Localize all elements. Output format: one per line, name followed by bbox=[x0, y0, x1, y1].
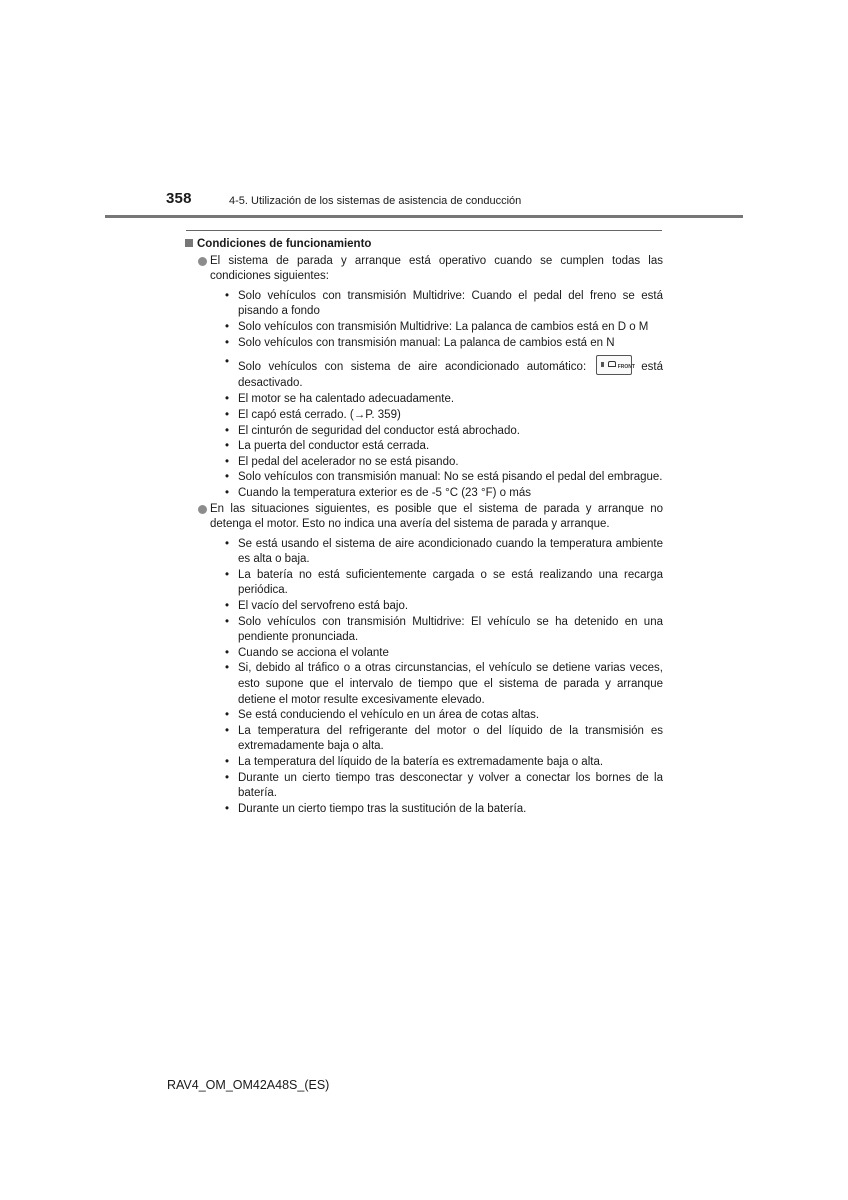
list-item: • Durante un cierto tiempo tras desconectar y volver a conectar los bornes de la batería. bbox=[225, 771, 663, 802]
list-item: • Solo vehículos con transmisión manual: No se está pisando el pedal del embrague. bbox=[225, 470, 663, 486]
list-item: • La temperatura del refrigerante del motor o del líquido de la transmisión es extremadamente baja o alta. bbox=[225, 724, 663, 755]
condition-item bbox=[185, 502, 663, 818]
content bbox=[185, 237, 663, 817]
ac-text-before: Solo vehículos con sistema de aire acondicionado automático: bbox=[238, 361, 587, 374]
header-rule bbox=[105, 215, 743, 218]
content-rule bbox=[186, 230, 662, 231]
ac-text-after: está desactivado. bbox=[238, 361, 663, 389]
list-item: • El cinturón de seguridad del conductor está abrochado. bbox=[225, 424, 663, 440]
section-heading bbox=[185, 237, 663, 253]
circle-bullet-icon bbox=[198, 257, 207, 266]
list-item: • Solo vehículos con transmisión Multidrive: Cuando el pedal del freno se está pisando a fondo bbox=[225, 289, 663, 320]
condition-bullet-list bbox=[201, 289, 663, 502]
condition-item-text: El sistema de parada y arranque está operativo cuando se cumplen todas las condiciones siguientes: bbox=[210, 254, 663, 283]
page-header bbox=[0, 0, 848, 220]
list-item: • Cuando se acciona el volante bbox=[225, 646, 663, 662]
page-number: 358 bbox=[166, 190, 192, 207]
list-item: • El capó está cerrado. (→P. 359) bbox=[225, 408, 663, 424]
list-item: • El vacío del servofreno está bajo. bbox=[225, 599, 663, 615]
section-title: 4-5. Utilización de los sistemas de asistencia de conducción bbox=[229, 195, 522, 207]
list-item: • Durante un cierto tiempo tras la sustitución de la batería. bbox=[225, 802, 663, 818]
footer-doc-code: RAV4_OM_OM42A48S_(ES) bbox=[167, 1078, 330, 1092]
list-item: • La puerta del conductor está cerrada. bbox=[225, 439, 663, 455]
square-bullet-icon bbox=[185, 239, 193, 247]
list-item: • Se está conduciendo el vehículo en un área de cotas altas. bbox=[225, 708, 663, 724]
list-item: • El pedal del acelerador no se está pisando. bbox=[225, 455, 663, 471]
list-item: • La temperatura del líquido de la batería es extremadamente baja o alta. bbox=[225, 755, 663, 771]
list-item: • El motor se ha calentado adecuadamente. bbox=[225, 392, 663, 408]
front-label: FRONT bbox=[617, 364, 635, 371]
list-item: • Solo vehículos con transmisión Multidrive: El vehículo se ha detenido en una pendiente pronunciada. bbox=[225, 615, 663, 646]
front-defroster-icon bbox=[608, 361, 616, 367]
condition-item-text: En las situaciones siguientes, es posible que el sistema de parada y arranque no detenga el motor. Esto no indica una avería del sistema de parada y arranque. bbox=[210, 502, 663, 531]
front-defroster-button-image bbox=[596, 355, 635, 375]
list-item: • La batería no está suficientemente cargada o se está realizando una recarga periódica. bbox=[225, 568, 663, 599]
list-item: • Si, debido al tráfico o a otras circunstancias, el vehículo se detiene varias veces, esto supone que el intervalo de tiempo que el sistema de parada y arranque detiene el motor resulte excesivamente elevado. bbox=[225, 661, 663, 708]
situation-bullet-list bbox=[201, 537, 663, 818]
list-item: • Se está usando el sistema de aire acondicionado cuando la temperatura ambiente es alta o baja. bbox=[225, 537, 663, 568]
circle-bullet-icon bbox=[198, 505, 207, 514]
section-heading-text: Condiciones de funcionamiento bbox=[197, 238, 372, 250]
list-item-ac bbox=[225, 355, 663, 391]
condition-item bbox=[185, 254, 663, 502]
indicator-lamp-icon bbox=[601, 362, 604, 367]
list-item: • Solo vehículos con transmisión Multidrive: La palanca de cambios está en D o M bbox=[225, 320, 663, 336]
list-item: • Cuando la temperatura exterior es de -5 °C (23 °F) o más bbox=[225, 486, 663, 502]
list-item: • Solo vehículos con transmisión manual: La palanca de cambios está en N bbox=[225, 336, 663, 352]
